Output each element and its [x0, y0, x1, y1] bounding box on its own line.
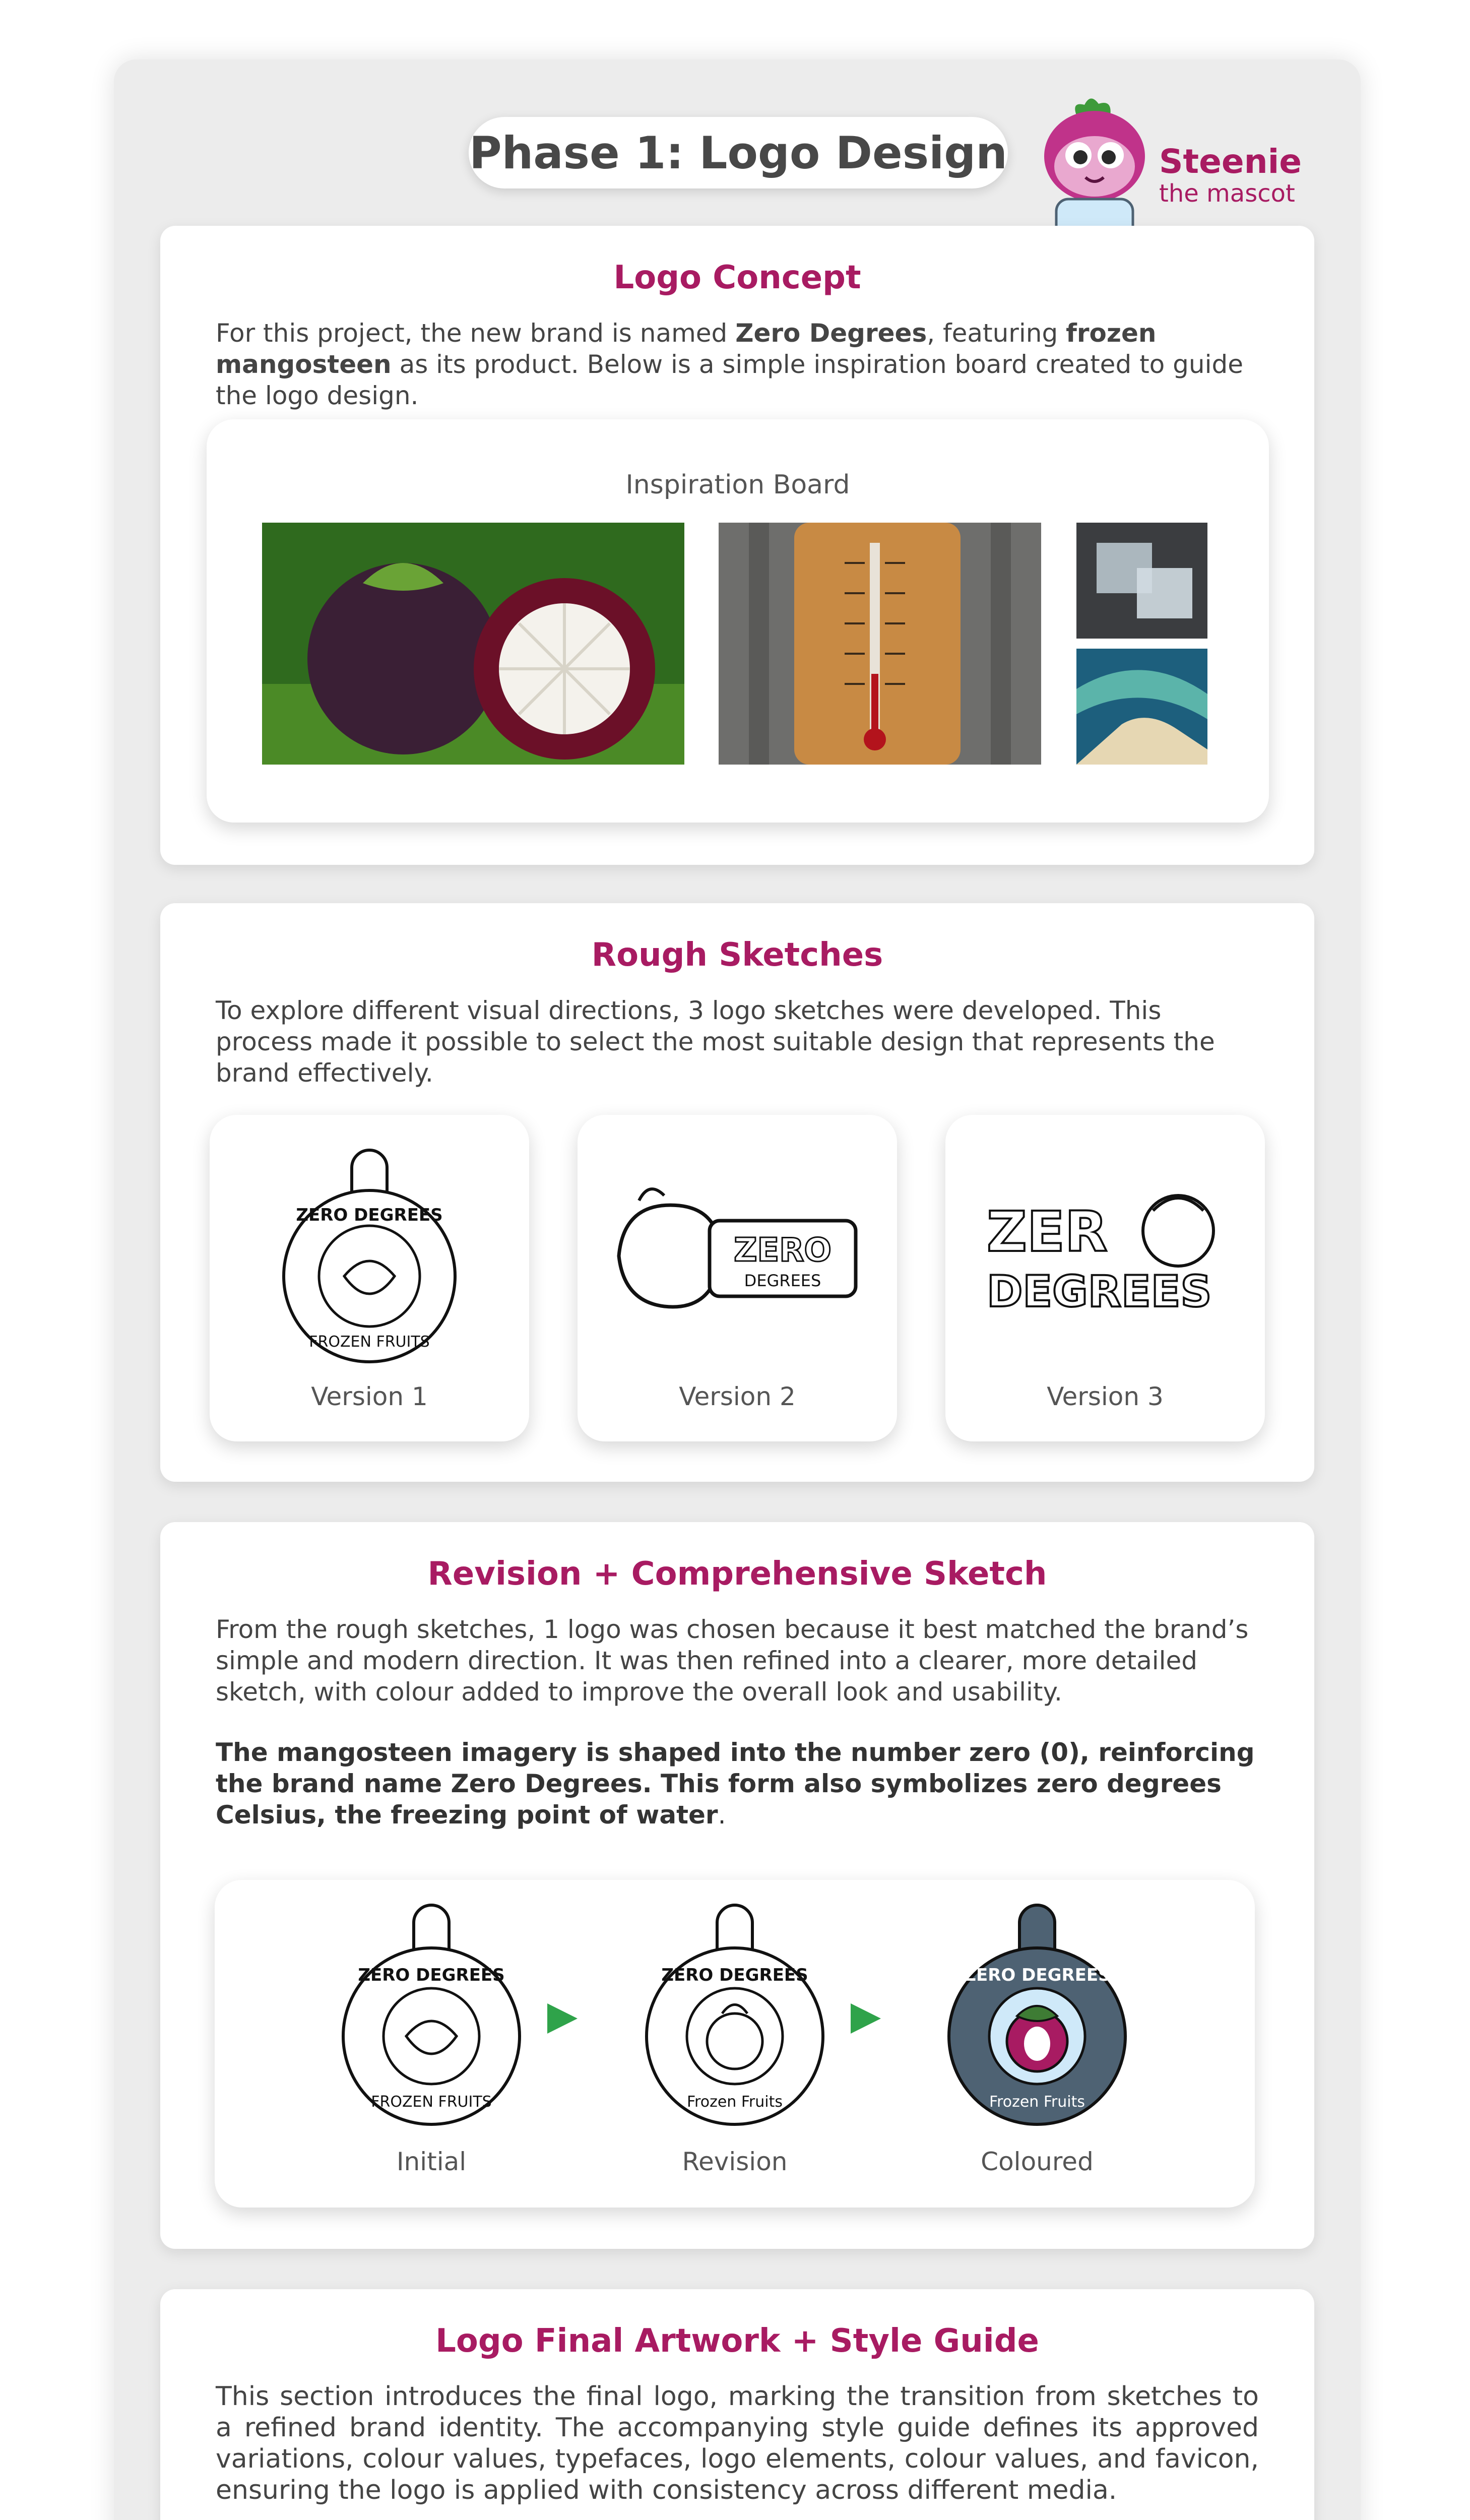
svg-text:Frozen Fruits: Frozen Fruits	[686, 2093, 783, 2111]
page-title: Phase 1: Logo Design	[469, 117, 1008, 188]
sketch-card-version-3	[945, 1115, 1265, 1441]
svg-text:ZER: ZER	[987, 1200, 1108, 1264]
sketch-version-1-icon	[274, 1145, 465, 1367]
section-rough-sketches	[160, 903, 1314, 1482]
sketch-caption: Version 1	[311, 1382, 428, 1411]
ice-cubes-photo	[1076, 523, 1207, 639]
sketch-v1-bottom-text: FROZEN FRUITS	[309, 1333, 430, 1351]
svg-text:Frozen Fruits: Frozen Fruits	[989, 2093, 1085, 2111]
section-logo-concept	[160, 226, 1314, 865]
step-caption: Coloured	[981, 2147, 1094, 2176]
revision-highlight-text: The mangosteen imagery is shaped into the number zero (0), reinforcing the brand name Zero Degrees. This form also symbolizes zero degrees Celsius, the freezing point of water.	[216, 1738, 1255, 1830]
section-final-artwork	[160, 2289, 1314, 2520]
mangosteen-photo	[262, 523, 684, 765]
revision-text: From the rough sketches, 1 logo was chosen because it best matched the brand’s simple and modern direction. It was then refined into a clearer, more detailed sketch, with colour added to improve the overall look and usability.	[216, 1615, 1249, 1707]
logo-coloured-icon	[936, 1900, 1138, 2127]
sketch-version-3-icon	[982, 1190, 1229, 1321]
section-revision	[160, 1522, 1314, 2249]
section-title: Logo Concept	[613, 259, 861, 296]
section-title: Rough Sketches	[591, 936, 883, 974]
mascot-subtitle: the mascot	[1159, 179, 1295, 208]
svg-text:DEGREES: DEGREES	[987, 1267, 1212, 1317]
sketch-caption: Version 3	[1047, 1382, 1164, 1411]
sketch-card-version-1	[210, 1115, 529, 1441]
inspiration-board-title: Inspiration Board	[625, 470, 850, 500]
sketch-v1-top-text: ZERO DEGREES	[296, 1205, 443, 1225]
svg-text:ZERO DEGREES: ZERO DEGREES	[661, 1965, 808, 1985]
section-title: Logo Final Artwork + Style Guide	[435, 2322, 1039, 2360]
aurora-photo	[1076, 649, 1207, 765]
sketches-text: To explore different visual directions, 3 logo sketches were developed. This process made it possible to select the most suitable design that represents the brand effectively.	[216, 996, 1215, 1088]
final-text: This section introduces the final logo, marking the transition from sketches to a refined brand identity. The accompanying style guide defines its approved variations, colour values, typefaces, logo elements, colour values, and favicon, ensuring the logo is applied with consistency across different media.	[216, 2381, 1259, 2505]
svg-text:DEGREES: DEGREES	[744, 1271, 821, 1290]
concept-text: For this project, the new brand is named Zero Degrees, featuring frozen mangosteen as its product. Below is a simple inspiration board created to guide the logo design.	[216, 319, 1243, 410]
svg-text:ZERO: ZERO	[734, 1232, 832, 1269]
thermometer-photo	[719, 523, 1041, 765]
step-caption: Revision	[682, 2147, 788, 2176]
arrow-right-icon	[545, 2001, 580, 2036]
svg-text:ZERO DEGREES: ZERO DEGREES	[964, 1965, 1111, 1985]
inspiration-board	[207, 419, 1269, 823]
mascot-name: Steenie	[1159, 142, 1302, 181]
logo-initial-icon	[331, 1900, 532, 2127]
svg-text:ZERO DEGREES: ZERO DEGREES	[358, 1965, 505, 1985]
sketch-caption: Version 2	[679, 1382, 796, 1411]
sketch-version-2-icon	[609, 1180, 866, 1321]
svg-text:FROZEN FRUITS: FROZEN FRUITS	[371, 2093, 492, 2111]
revision-steps-card	[215, 1880, 1255, 2208]
section-title: Revision + Comprehensive Sketch	[427, 1555, 1047, 1593]
step-caption: Initial	[396, 2147, 467, 2176]
sketch-card-version-2	[578, 1115, 897, 1441]
arrow-right-icon	[848, 2001, 883, 2036]
logo-revision-icon	[634, 1900, 836, 2127]
